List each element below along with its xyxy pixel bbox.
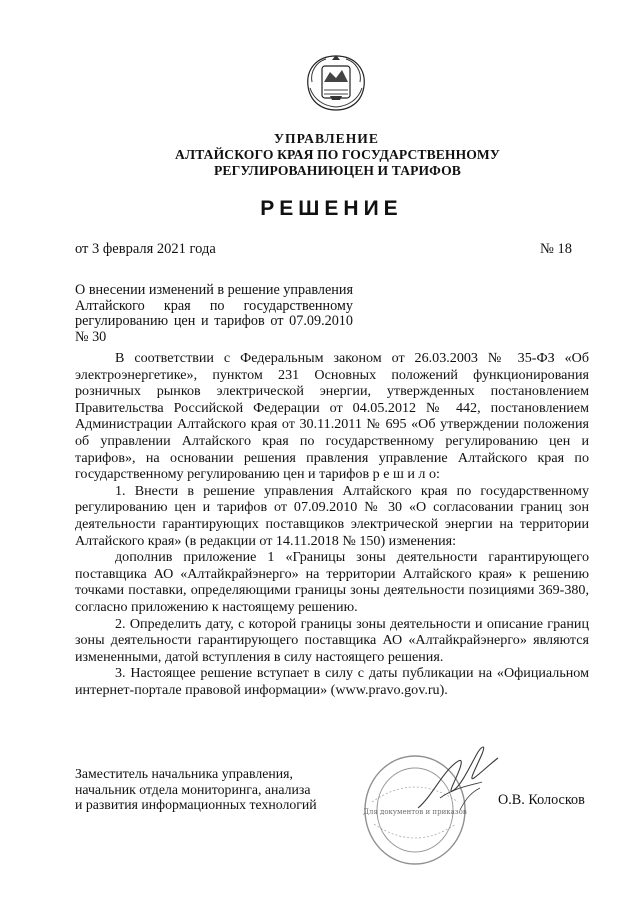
- signatory-position-line-2: начальник отдела мониторинга, анализа: [75, 781, 311, 797]
- handwritten-signature: [410, 738, 505, 823]
- body-paragraph-amendment: дополнив приложение 1 «Границы зоны деятельности гарантирующего поставщика АО «Алтайкрайэнерго» на территории Алтайского края» к решению точками поставки, определяющими границы зоны деятельности позициями 369-380, согласно приложению к настоящему решению.: [75, 549, 589, 615]
- body-paragraph-item-2: 2. Определить дату, с которой границы зоны деятельности и описание границ зоны деятельности гарантирующего поставщика АО «Алтайкрайэнерго» являются измененными, датой вступления в силу настоящего решения.: [75, 615, 589, 665]
- document-title: РЕШЕНИЕ: [260, 197, 403, 220]
- document-subject: О внесении изменений в решение управления Алтайского края по государственному регулированию цен и тарифов от 07.09.2010 № 30: [75, 282, 353, 345]
- issuing-authority-header: [0, 131, 639, 179]
- header-line-2: АЛТАЙСКОГО КРАЯ ПО ГОСУДАРСТВЕННОМУ: [175, 147, 500, 162]
- document-number: № 18: [540, 241, 572, 257]
- body-paragraph-item-3: 3. Настоящее решение вступает в силу с даты публикации на «Официальном интернет-портале правовой информации» (www.pravo.gov.ru).: [75, 665, 589, 698]
- body-paragraph-item-1: 1. Внести в решение управления Алтайского края по государственному регулированию цен и тарифов от 07.09.2010 № 30 «О согласовании границ зон деятельности гарантирующих поставщиков электрической энергии на территории Алтайского края» (в редакции от 14.11.2018 № 150) изменения:: [75, 482, 589, 549]
- signatory-position-line-1: Заместитель начальника управления,: [75, 766, 293, 781]
- signatory-name: О.В. Колосков: [498, 792, 585, 808]
- document-date: от 3 февраля 2021 года: [75, 241, 216, 257]
- stamp-text: Для документов и приказов: [363, 808, 467, 816]
- document-body: [75, 350, 589, 698]
- coat-of-arms-emblem: [302, 52, 370, 114]
- header-line-1: УПРАВЛЕНИЕ: [274, 131, 379, 146]
- header-line-3: РЕГУЛИРОВАНИЮЦЕН И ТАРИФОВ: [214, 163, 461, 178]
- signatory-position-line-3: и развития информационных технологий: [75, 797, 317, 813]
- body-paragraph-preamble: В соответствии с Федеральным законом от 26.03.2003 № 35-ФЗ «Об электроэнергетике», пунктом 231 Основных положений функционирования розничных рынков электрической энергии, утвержденных постановлением Правительства Российской Федерации от 04.05.2012 № 442, постановлением Администрации Алтайского края от 30.11.2011 № 695 «Об утверждении положения об управлении Алтайского края по государственному регулированию цен и тарифов», на основании решения правления управление Алтайского края по государственному регулированию цен и тарифов р е ш и л о:: [75, 350, 589, 483]
- signatory-position: [75, 766, 345, 813]
